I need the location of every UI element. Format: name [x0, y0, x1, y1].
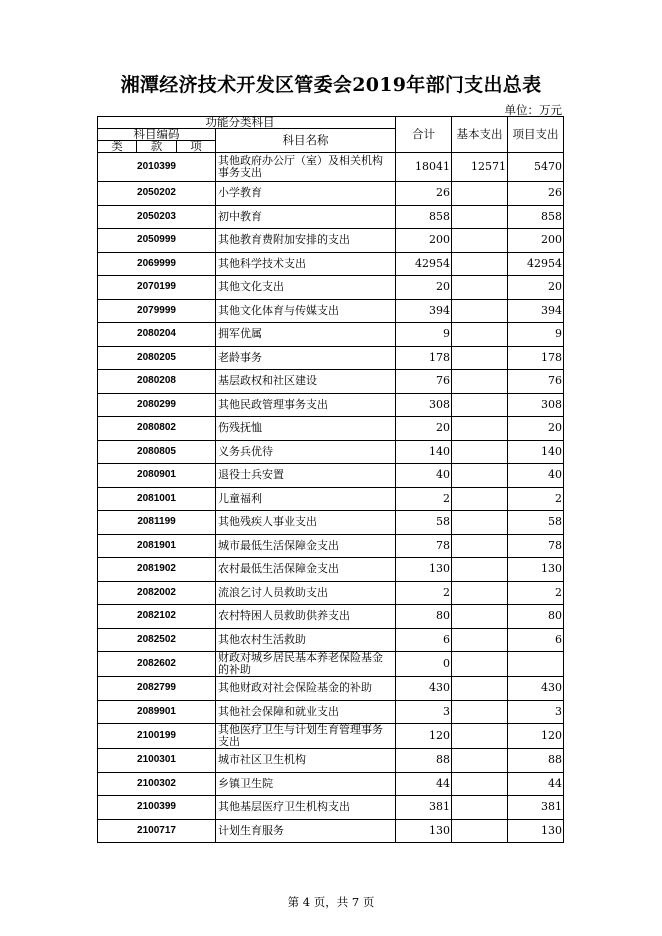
subject-code-cell: 2082602: [98, 652, 216, 677]
subject-code-cell: 2080205: [98, 346, 216, 370]
table-row: [98, 464, 564, 488]
project-cell: 130: [508, 558, 564, 582]
project-cell: 430: [508, 677, 564, 701]
project-cell: 20: [508, 276, 564, 300]
basic-cell: [452, 558, 508, 582]
basic-cell: [452, 346, 508, 370]
subject-name-cell: 财政对城乡居民基本养老保险基金的补助: [216, 652, 396, 677]
basic-cell: [452, 511, 508, 535]
project-cell: [508, 652, 564, 677]
total-cell: 200: [396, 229, 452, 253]
total-cell: 18041: [396, 153, 452, 182]
header-subject-name: 科目名称: [216, 129, 396, 153]
table-row: [98, 724, 564, 749]
subject-name-cell: 其他民政管理事务支出: [216, 393, 396, 417]
subject-name-cell: 城市最低生活保障金支出: [216, 534, 396, 558]
total-cell: 120: [396, 724, 452, 749]
subject-code-cell: 2081001: [98, 487, 216, 511]
basic-cell: [452, 724, 508, 749]
table-row: [98, 819, 564, 843]
total-cell: 80: [396, 605, 452, 629]
table-row: [98, 182, 564, 206]
project-cell: 26: [508, 182, 564, 206]
total-cell: 20: [396, 276, 452, 300]
subject-name-cell: 老龄事务: [216, 346, 396, 370]
total-cell: 20: [396, 417, 452, 441]
basic-cell: [452, 440, 508, 464]
subject-code-cell: 2050202: [98, 182, 216, 206]
subject-name-cell: 农村特困人员救助供养支出: [216, 605, 396, 629]
subject-code-cell: 2089901: [98, 700, 216, 724]
basic-cell: [452, 819, 508, 843]
project-cell: 40: [508, 464, 564, 488]
project-cell: 6: [508, 628, 564, 652]
project-cell: 178: [508, 346, 564, 370]
total-cell: 26: [396, 182, 452, 206]
subject-code-cell: 2081199: [98, 511, 216, 535]
total-cell: 78: [396, 534, 452, 558]
table-row: [98, 487, 564, 511]
basic-cell: [452, 700, 508, 724]
table-row: [98, 749, 564, 773]
subject-name-cell: 伤残抚恤: [216, 417, 396, 441]
subject-name-cell: 计划生育服务: [216, 819, 396, 843]
table-row: [98, 700, 564, 724]
project-cell: 9: [508, 323, 564, 347]
project-cell: 80: [508, 605, 564, 629]
table-row: [98, 346, 564, 370]
table-row: [98, 276, 564, 300]
table-row: [98, 417, 564, 441]
header-project: 项目支出: [508, 117, 564, 153]
project-cell: 5470: [508, 153, 564, 182]
basic-cell: [452, 534, 508, 558]
subject-name-cell: 乡镇卫生院: [216, 772, 396, 796]
subject-code-cell: 2010399: [98, 153, 216, 182]
subject-name-cell: 其他文化支出: [216, 276, 396, 300]
project-cell: 858: [508, 205, 564, 229]
subject-name-cell: 流浪乞讨人员救助支出: [216, 581, 396, 605]
page-footer: 第 4 页，共 7 页: [287, 895, 375, 909]
table-row: [98, 393, 564, 417]
subject-code-cell: 2100302: [98, 772, 216, 796]
subject-name-cell: 城市社区卫生机构: [216, 749, 396, 773]
project-cell: 2: [508, 581, 564, 605]
subject-name-cell: 其他医疗卫生与计划生育管理事务支出: [216, 724, 396, 749]
header-func-category: 功能分类科目: [216, 117, 396, 129]
project-cell: 58: [508, 511, 564, 535]
project-cell: 308: [508, 393, 564, 417]
subject-name-cell: 其他农村生活救助: [216, 628, 396, 652]
project-cell: 76: [508, 370, 564, 394]
header-xiang: 项: [177, 141, 216, 153]
subject-code-cell: 2082102: [98, 605, 216, 629]
table-row: [98, 440, 564, 464]
basic-cell: [452, 581, 508, 605]
subject-code-cell: 2080805: [98, 440, 216, 464]
subject-code-cell: 2082799: [98, 677, 216, 701]
basic-cell: [452, 299, 508, 323]
subject-code-cell: 2080299: [98, 393, 216, 417]
subject-code-cell: 2081902: [98, 558, 216, 582]
subject-name-cell: 其他社会保障和就业支出: [216, 700, 396, 724]
project-cell: 2: [508, 487, 564, 511]
subject-code-cell: 2081901: [98, 534, 216, 558]
expenditure-table: [97, 116, 564, 843]
total-cell: 858: [396, 205, 452, 229]
project-cell: 130: [508, 819, 564, 843]
basic-cell: [452, 605, 508, 629]
total-cell: 308: [396, 393, 452, 417]
subject-code-cell: 2082002: [98, 581, 216, 605]
subject-name-cell: 儿童福利: [216, 487, 396, 511]
table-row: [98, 558, 564, 582]
subject-name-cell: 其他政府办公厅（室）及相关机构事务支出: [216, 153, 396, 182]
subject-code-cell: 2082502: [98, 628, 216, 652]
table-row: [98, 581, 564, 605]
basic-cell: [452, 487, 508, 511]
project-cell: 44: [508, 772, 564, 796]
subject-code-cell: 2100199: [98, 724, 216, 749]
project-cell: 78: [508, 534, 564, 558]
subject-name-cell: 其他残疾人事业支出: [216, 511, 396, 535]
subject-name-cell: 拥军优属: [216, 323, 396, 347]
total-cell: 394: [396, 299, 452, 323]
subject-name-cell: 农村最低生活保障金支出: [216, 558, 396, 582]
total-cell: 2: [396, 581, 452, 605]
basic-cell: [452, 182, 508, 206]
table-row: [98, 370, 564, 394]
subject-name-cell: 义务兵优待: [216, 440, 396, 464]
subject-name-cell: 其他科学技术支出: [216, 252, 396, 276]
project-cell: 120: [508, 724, 564, 749]
table-row: [98, 605, 564, 629]
subject-code-cell: 2070199: [98, 276, 216, 300]
subject-code-cell: 2079999: [98, 299, 216, 323]
subject-code-cell: 2080901: [98, 464, 216, 488]
header-lei: 类: [98, 141, 137, 153]
total-cell: 40: [396, 464, 452, 488]
header-basic: 基本支出: [452, 117, 508, 153]
header-total: 合计: [396, 117, 452, 153]
total-cell: 58: [396, 511, 452, 535]
subject-code-cell: 2050999: [98, 229, 216, 253]
total-cell: 2: [396, 487, 452, 511]
table-row: [98, 652, 564, 677]
basic-cell: [452, 417, 508, 441]
subject-code-cell: 2069999: [98, 252, 216, 276]
project-cell: 20: [508, 417, 564, 441]
basic-cell: [452, 796, 508, 820]
subject-name-cell: 小学教育: [216, 182, 396, 206]
table-row: [98, 796, 564, 820]
basic-cell: [452, 323, 508, 347]
subject-name-cell: 其他基层医疗卫生机构支出: [216, 796, 396, 820]
table-row: [98, 534, 564, 558]
basic-cell: [452, 464, 508, 488]
project-cell: 140: [508, 440, 564, 464]
total-cell: 42954: [396, 252, 452, 276]
basic-cell: [452, 370, 508, 394]
project-cell: 200: [508, 229, 564, 253]
subject-code-cell: 2050203: [98, 205, 216, 229]
subject-name-cell: 基层政权和社区建设: [216, 370, 396, 394]
total-cell: 88: [396, 749, 452, 773]
table-row: [98, 205, 564, 229]
table-row: [98, 323, 564, 347]
project-cell: 88: [508, 749, 564, 773]
project-cell: 42954: [508, 252, 564, 276]
total-cell: 130: [396, 819, 452, 843]
page-title: 湘潭经济技术开发区管委会2019年部门支出总表: [120, 74, 542, 96]
total-cell: 140: [396, 440, 452, 464]
table-row: [98, 511, 564, 535]
subject-code-cell: 2100399: [98, 796, 216, 820]
total-cell: 130: [396, 558, 452, 582]
basic-cell: [452, 772, 508, 796]
project-cell: 394: [508, 299, 564, 323]
table-row: [98, 153, 564, 182]
subject-code-cell: 2100301: [98, 749, 216, 773]
basic-cell: [452, 677, 508, 701]
table-row: [98, 628, 564, 652]
basic-cell: [452, 749, 508, 773]
total-cell: 44: [396, 772, 452, 796]
subject-name-cell: 初中教育: [216, 205, 396, 229]
basic-cell: [452, 652, 508, 677]
basic-cell: [452, 393, 508, 417]
total-cell: 6: [396, 628, 452, 652]
unit-label: 单位：万元: [504, 103, 562, 117]
subject-code-cell: 2080802: [98, 417, 216, 441]
total-cell: 3: [396, 700, 452, 724]
subject-name-cell: 其他文化体育与传媒支出: [216, 299, 396, 323]
basic-cell: [452, 252, 508, 276]
total-cell: 178: [396, 346, 452, 370]
subject-name-cell: 其他教育费附加安排的支出: [216, 229, 396, 253]
table-row: [98, 677, 564, 701]
total-cell: 430: [396, 677, 452, 701]
basic-cell: [452, 229, 508, 253]
table-row: [98, 772, 564, 796]
subject-code-cell: 2080204: [98, 323, 216, 347]
subject-code-cell: 2100717: [98, 819, 216, 843]
table-row: [98, 299, 564, 323]
table-body: [98, 153, 564, 843]
project-cell: 381: [508, 796, 564, 820]
subject-code-cell: 2080208: [98, 370, 216, 394]
subject-name-cell: 其他财政对社会保险基金的补助: [216, 677, 396, 701]
basic-cell: [452, 276, 508, 300]
header-kuan: 款: [137, 141, 177, 153]
total-cell: 381: [396, 796, 452, 820]
project-cell: 3: [508, 700, 564, 724]
table-row: [98, 229, 564, 253]
header-subject-code: 科目编码: [98, 129, 216, 141]
basic-cell: 12571: [452, 153, 508, 182]
total-cell: 0: [396, 652, 452, 677]
table-row: [98, 252, 564, 276]
subject-name-cell: 退役士兵安置: [216, 464, 396, 488]
basic-cell: [452, 205, 508, 229]
basic-cell: [452, 628, 508, 652]
total-cell: 76: [396, 370, 452, 394]
total-cell: 9: [396, 323, 452, 347]
